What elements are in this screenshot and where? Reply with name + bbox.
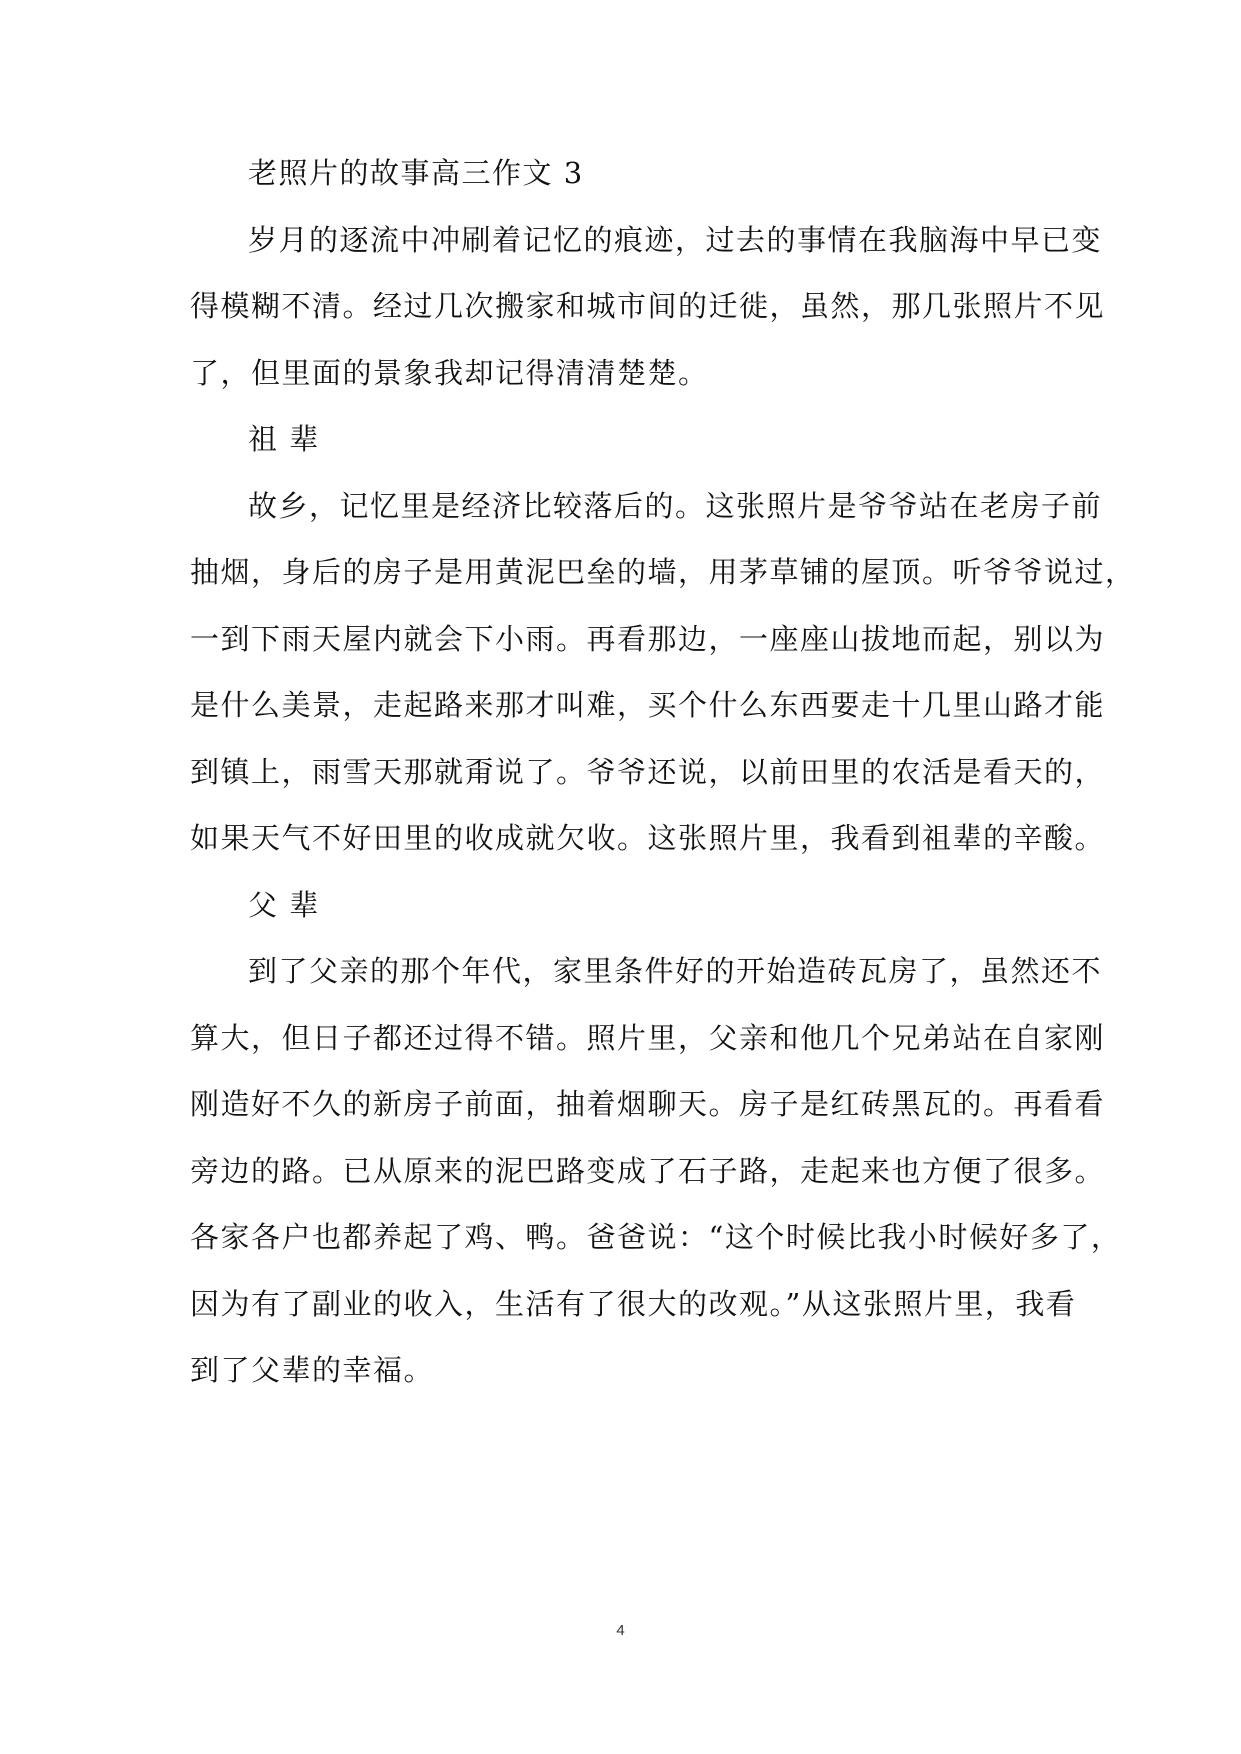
paragraph-line: 了，但里面的景象我却记得清清楚楚。 (190, 355, 709, 390)
document-title: 老照片的故事高三作文 3 (248, 156, 584, 190)
document-body (190, 140, 1136, 1404)
paragraph-line: 到了父亲的那个年代，家里条件好的开始造砖瓦房了，虽然还不 (248, 954, 1103, 988)
paragraph-line: 算大，但日子都还过得不错。照片里，父亲和他几个兄弟站在自家刚 (190, 1020, 1106, 1055)
section-heading-parents: 父 辈 (248, 887, 320, 922)
paragraph-line: 到镇上，雨雪天那就甭说了。爷爷还说，以前田里的农活是看天的， (190, 754, 1106, 789)
paragraph-line: 因为有了副业的收入，生活有了很大的改观。”从这张照片里，我看 (190, 1286, 1077, 1321)
paragraph-grandparents (190, 473, 1136, 872)
paragraph-line: 如果天气不好田里的收成就欠收。这张照片里，我看到祖辈的辛酸。 (190, 821, 1106, 855)
page-number: 4 (616, 1622, 625, 1639)
paragraph-line: 得模糊不清。经过几次搬家和城市间的迁徙，虽然，那几张照片不见 (190, 289, 1106, 323)
paragraph-line: 抽烟，身后的房子是用黄泥巴垒的墙，用茅草铺的屋顶。听爷爷说过， (190, 555, 1136, 589)
section-heading-grandparents: 祖 辈 (248, 422, 320, 456)
paragraph-line: 岁月的逐流中冲刷着记忆的痕迹，过去的事情在我脑海中早已变 (248, 222, 1103, 257)
paragraph-intro (190, 207, 1106, 407)
paragraph-line: 一到下雨天屋内就会下小雨。再看那边，一座座山拔地而起，别以为 (190, 621, 1106, 656)
paragraph-line: 是什么美景，走起路来那才叫难，买个什么东西要走十几里山路才能 (190, 688, 1106, 722)
paragraph-line: 旁边的路。已从原来的泥巴路变成了石子路，走起来也方便了很多。 (190, 1153, 1106, 1188)
paragraph-line: 刚造好不久的新房子前面，抽着烟聊天。房子是红砖黑瓦的。再看看 (190, 1087, 1106, 1121)
paragraph-parents (190, 938, 1122, 1404)
paragraph-line: 到了父辈的幸福。 (190, 1353, 435, 1387)
paragraph-line: 各家各户也都养起了鸡、鸭。爸爸说：“这个时候比我小时候好多了， (190, 1220, 1122, 1254)
paragraph-line: 故乡，记忆里是经济比较落后的。这张照片是爷爷站在老房子前 (248, 488, 1103, 523)
